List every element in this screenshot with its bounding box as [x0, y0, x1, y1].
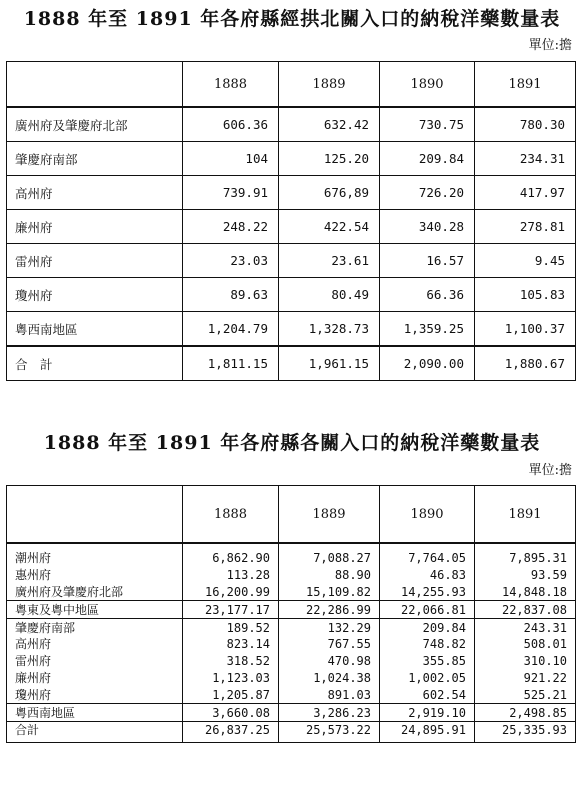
cell-value: 14,255.93: [380, 584, 475, 601]
cell-value: 7,088.27: [279, 543, 380, 567]
cell-value: 676,89: [279, 176, 380, 210]
row-label: 高州府: [15, 637, 52, 652]
table-row: [7, 653, 576, 670]
cell-value: 318.52: [183, 653, 279, 670]
cell-value: 22,066.81: [380, 601, 475, 619]
cell-value: 26,837.25: [183, 721, 279, 742]
cell-value: 1,880.67: [475, 346, 576, 381]
table1-year-header: 1891: [475, 62, 576, 108]
cell-value: 1,205.87: [183, 686, 279, 703]
cell-value: 14,848.18: [475, 584, 576, 601]
row-label: 粵西南地區: [7, 704, 183, 722]
cell-value: 3,660.08: [183, 704, 279, 722]
cell-value: 1,204.79: [183, 312, 279, 347]
table-row: [7, 142, 576, 176]
row-label: 粵東及粵中地區: [7, 601, 183, 619]
cell-value: 767.55: [279, 636, 380, 653]
cell-value: 726.20: [380, 176, 475, 210]
cell-value: 6,862.90: [183, 543, 279, 567]
cell-value: 25,573.22: [279, 721, 380, 742]
table2-year-header: 1891: [475, 486, 576, 544]
row-label: 廣州府及肇慶府北部: [15, 584, 124, 599]
cell-value: 2,090.00: [380, 346, 475, 381]
table-row: [7, 543, 576, 567]
table-total-row: [7, 721, 576, 742]
cell-value: 1,123.03: [183, 670, 279, 687]
table-row: [7, 176, 576, 210]
cell-value: 340.28: [380, 210, 475, 244]
table1-title: 1888 年至 1891 年各府縣經拱北關入口的納稅洋藥數量表: [23, 8, 561, 30]
cell-value: 921.22: [475, 670, 576, 687]
cell-value: 2,498.85: [475, 704, 576, 722]
row-label: 廉州府: [7, 210, 183, 244]
table-subtotal-row: [7, 601, 576, 619]
row-label: 瓊州府: [15, 687, 52, 702]
cell-value: 739.91: [183, 176, 279, 210]
cell-value: 46.83: [380, 567, 475, 584]
row-label: 肇慶府南部: [15, 620, 76, 635]
cell-value: 3,286.23: [279, 704, 380, 722]
table1-unit: 單位:擔: [528, 38, 572, 53]
cell-value: 632.42: [279, 107, 380, 142]
cell-value: 105.83: [475, 278, 576, 312]
cell-value: 93.59: [475, 567, 576, 584]
table-row: [7, 312, 576, 347]
row-label: 雷州府: [15, 654, 52, 669]
cell-value: 422.54: [279, 210, 380, 244]
cell-value: 24,895.91: [380, 721, 475, 742]
cell-value: 891.03: [279, 686, 380, 703]
cell-value: 243.31: [475, 619, 576, 636]
cell-value: 132.29: [279, 619, 380, 636]
table1-year-header: 1889: [279, 62, 380, 108]
table2-header-label: [7, 486, 183, 544]
cell-value: 1,100.37: [475, 312, 576, 347]
cell-value: 23,177.17: [183, 601, 279, 619]
cell-value: 248.22: [183, 210, 279, 244]
cell-value: 234.31: [475, 142, 576, 176]
table-row: [7, 636, 576, 653]
cell-value: 9.45: [475, 244, 576, 278]
cell-value: 89.63: [183, 278, 279, 312]
cell-value: 2,919.10: [380, 704, 475, 722]
table2-year-header: 1890: [380, 486, 475, 544]
table2: [6, 485, 576, 743]
table-row: [7, 244, 576, 278]
table1-year-header: 1890: [380, 62, 475, 108]
cell-value: 525.21: [475, 686, 576, 703]
cell-value: 189.52: [183, 619, 279, 636]
row-label: 瓊州府: [7, 278, 183, 312]
cell-value: 823.14: [183, 636, 279, 653]
cell-value: 66.36: [380, 278, 475, 312]
cell-value: 780.30: [475, 107, 576, 142]
table2-year-header: 1889: [279, 486, 380, 544]
table-row: [7, 670, 576, 687]
cell-value: 278.81: [475, 210, 576, 244]
row-label: 肇慶府南部: [7, 142, 183, 176]
table-subtotal-row: [7, 704, 576, 722]
cell-value: 22,837.08: [475, 601, 576, 619]
cell-value: 1,328.73: [279, 312, 380, 347]
cell-value: 88.90: [279, 567, 380, 584]
table-row: [7, 686, 576, 703]
table2-title: 1888 年至 1891 年各府縣各關入口的納稅洋藥數量表: [43, 432, 541, 454]
table-row: [7, 278, 576, 312]
table1-header-label: [7, 62, 183, 108]
table2-year-header: 1888: [183, 486, 279, 544]
cell-value: 209.84: [380, 142, 475, 176]
row-label: 雷州府: [7, 244, 183, 278]
cell-value: 16.57: [380, 244, 475, 278]
cell-value: 470.98: [279, 653, 380, 670]
cell-value: 508.01: [475, 636, 576, 653]
cell-value: 1,961.15: [279, 346, 380, 381]
cell-value: 80.49: [279, 278, 380, 312]
row-label: 合計: [15, 723, 40, 738]
table2-unit: 單位:擔: [528, 463, 572, 478]
table1-header-row: [7, 62, 576, 108]
cell-value: 602.54: [380, 686, 475, 703]
cell-value: 730.75: [380, 107, 475, 142]
cell-value: 23.03: [183, 244, 279, 278]
table-row: [7, 567, 576, 584]
cell-value: 1,002.05: [380, 670, 475, 687]
row-label: 廉州府: [15, 670, 52, 685]
cell-value: 1,359.25: [380, 312, 475, 347]
cell-value: 104: [183, 142, 279, 176]
cell-value: 355.85: [380, 653, 475, 670]
row-label: 廣州府及肇慶府北部: [15, 117, 128, 133]
cell-value: 125.20: [279, 142, 380, 176]
cell-value: 22,286.99: [279, 601, 380, 619]
row-label: 粵西南地區: [7, 312, 183, 347]
table-row: [7, 619, 576, 636]
cell-value: 1,024.38: [279, 670, 380, 687]
cell-value: 25,335.93: [475, 721, 576, 742]
cell-value: 606.36: [183, 107, 279, 142]
row-label: 合 計: [7, 346, 183, 381]
cell-value: 310.10: [475, 653, 576, 670]
cell-value: 748.82: [380, 636, 475, 653]
row-label: 惠州府: [15, 568, 52, 583]
table1-year-header: 1888: [183, 62, 279, 108]
cell-value: 16,200.99: [183, 584, 279, 601]
cell-value: 209.84: [380, 619, 475, 636]
cell-value: 15,109.82: [279, 584, 380, 601]
cell-value: 113.28: [183, 567, 279, 584]
table1: [6, 61, 576, 381]
cell-value: 1,811.15: [183, 346, 279, 381]
cell-value: 7,895.31: [475, 543, 576, 567]
table-row: [7, 210, 576, 244]
cell-value: 7,764.05: [380, 543, 475, 567]
table-row: [7, 584, 576, 601]
cell-value: 23.61: [279, 244, 380, 278]
row-label: 潮州府: [15, 551, 52, 566]
cell-value: 417.97: [475, 176, 576, 210]
table2-header-row: [7, 486, 576, 544]
row-label: 高州府: [7, 176, 183, 210]
table-row: [7, 107, 576, 142]
table-total-row: [7, 346, 576, 381]
